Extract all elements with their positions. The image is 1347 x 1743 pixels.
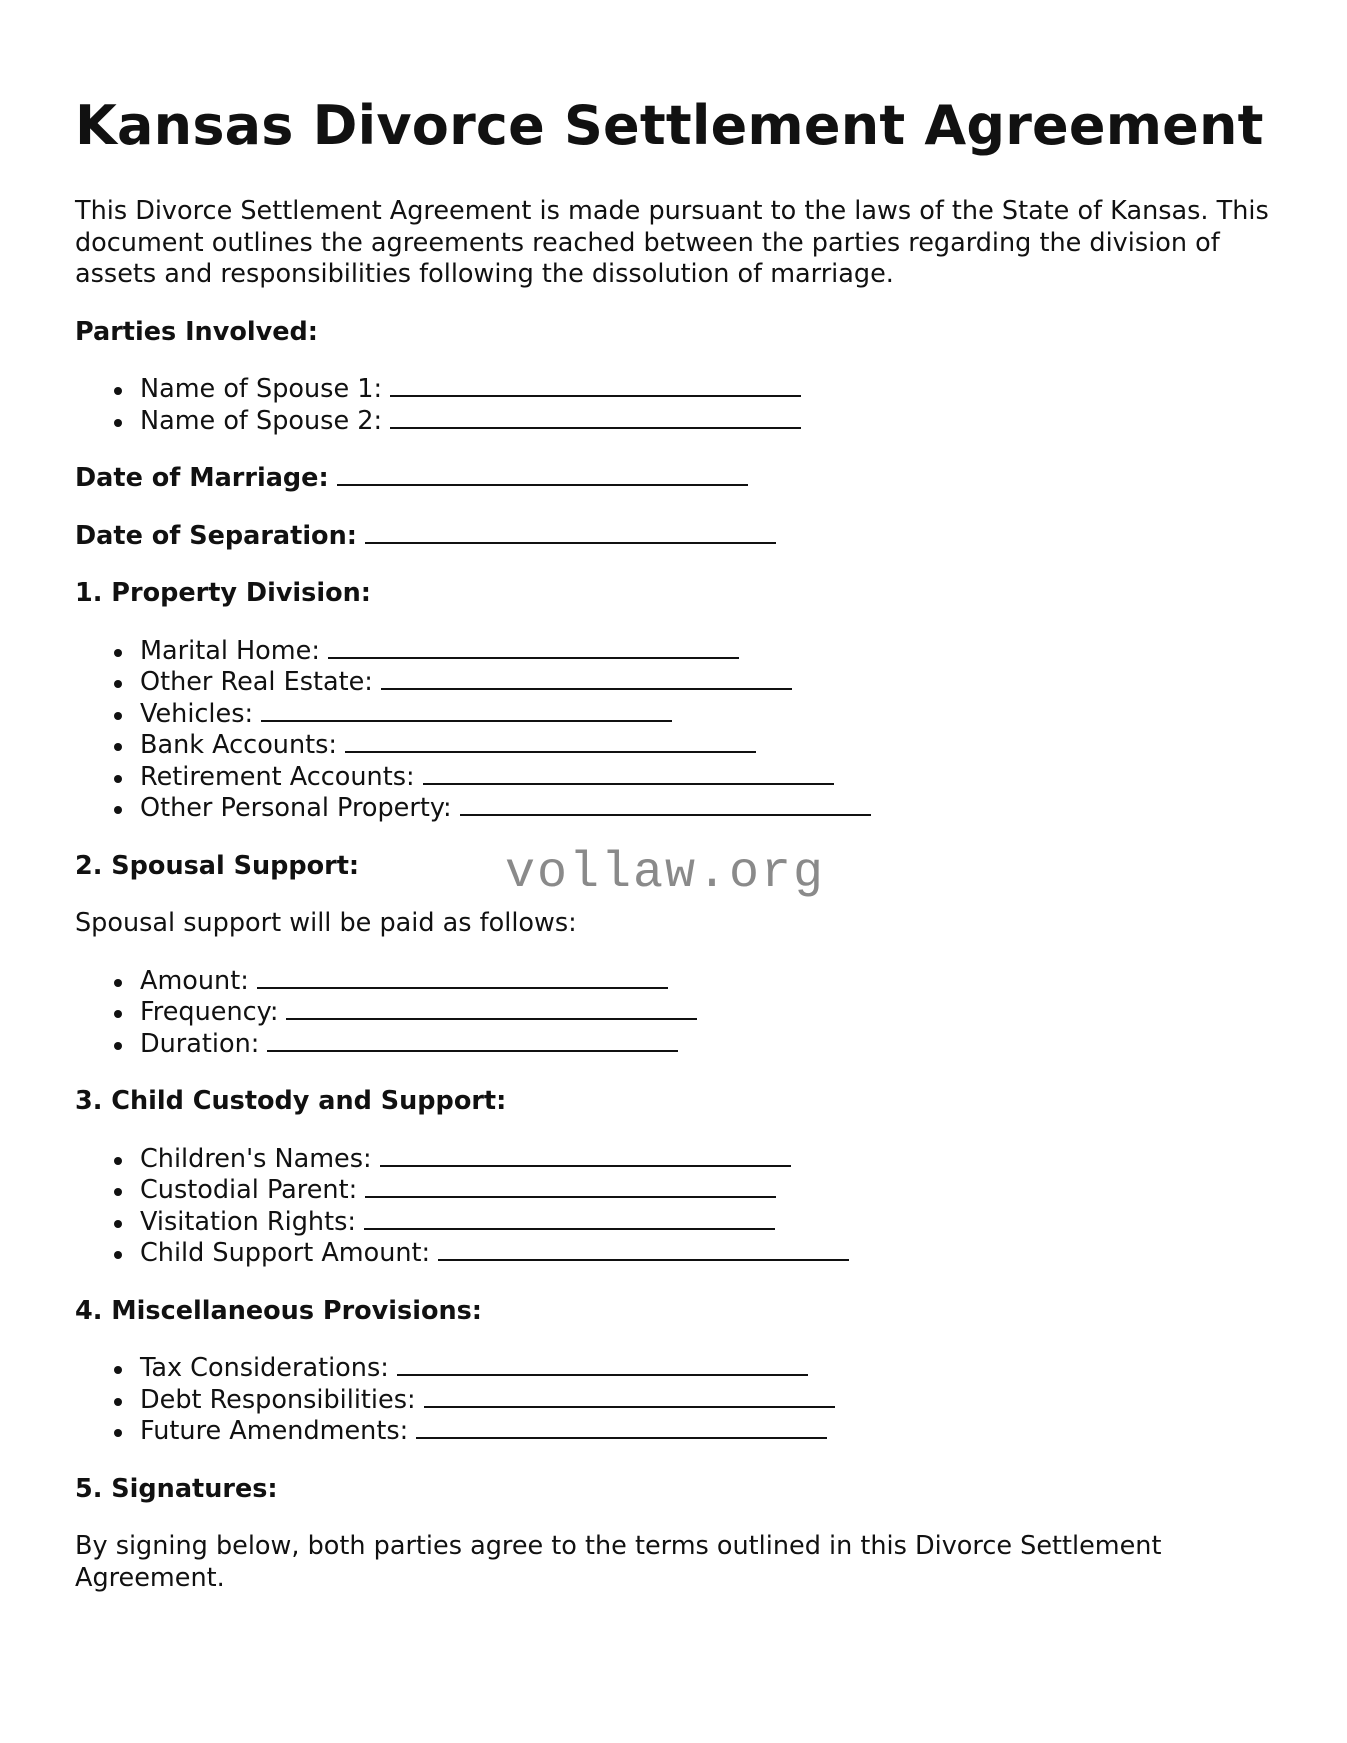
list-item [75, 1385, 1275, 1417]
fill-in-blank[interactable] [345, 731, 756, 753]
date-of-marriage-row [75, 463, 1275, 495]
field-label: Amount: [140, 965, 249, 996]
field-label: Children's Names: [140, 1143, 372, 1174]
signatures-heading: 5. Signatures: [75, 1473, 278, 1504]
list-item [75, 1238, 1275, 1270]
spousal-support-heading: 2. Spousal Support: [75, 850, 360, 881]
document-title: Kansas Divorce Settlement Agreement [75, 94, 1264, 157]
field-label: Duration: [140, 1028, 260, 1059]
field-label: Name of Spouse 1: [140, 374, 383, 404]
list-item [75, 374, 1275, 406]
list-item [75, 1353, 1275, 1385]
fill-in-blank[interactable] [460, 794, 871, 816]
list-item [75, 636, 1275, 668]
list-item [75, 1144, 1275, 1176]
field-label: Marital Home: [140, 635, 320, 666]
field-label: Retirement Accounts: [140, 761, 415, 792]
parties-list [75, 374, 1275, 437]
field-label: Other Personal Property: [140, 793, 452, 823]
field-label: Frequency: [140, 997, 279, 1027]
field-label: Bank Accounts: [140, 730, 337, 760]
watermark: vollaw.org [505, 845, 826, 902]
parties-heading: Parties Involved: [75, 316, 318, 347]
misc-provisions-list [75, 1353, 1275, 1448]
field-label: Child Support Amount: [140, 1238, 431, 1268]
fill-in-blank[interactable] [286, 998, 697, 1020]
spousal-support-text: Spousal support will be paid as follows: [75, 908, 577, 938]
child-custody-heading: 3. Child Custody and Support: [75, 1086, 507, 1116]
property-heading: 1. Property Division: [75, 578, 371, 608]
fill-in-blank[interactable] [337, 464, 748, 486]
fill-in-blank[interactable] [365, 1176, 776, 1198]
signatures-text: By signing below, both parties agree to the terms outlined in this Divorce Settlement Agreement. [75, 1531, 1162, 1593]
field-label: Vehicles: [140, 698, 254, 729]
list-item [75, 667, 1275, 699]
fill-in-blank[interactable] [261, 700, 672, 722]
list-item [75, 793, 1275, 825]
fill-in-blank[interactable] [416, 1417, 827, 1439]
field-label: Date of Separation: [75, 520, 357, 551]
field-label: Visitation Rights: [140, 1206, 356, 1237]
fill-in-blank[interactable] [381, 668, 792, 690]
fill-in-blank[interactable] [390, 407, 801, 429]
list-item [75, 730, 1275, 762]
intro-paragraph: This Divorce Settlement Agreement is made pursuant to the laws of the State of Kansas. This document outlines the agreements reached between the parties regarding the division of assets and responsibilities following the dissolution of marriage. [75, 196, 1269, 289]
fill-in-blank[interactable] [257, 967, 668, 989]
list-item [75, 762, 1275, 794]
list-item [75, 1175, 1275, 1207]
list-item [75, 966, 1275, 998]
fill-in-blank[interactable] [364, 1208, 775, 1230]
fill-in-blank[interactable] [267, 1030, 678, 1052]
fill-in-blank[interactable] [390, 375, 801, 397]
child-custody-list [75, 1144, 1275, 1270]
field-label: Debt Responsibilities: [140, 1384, 416, 1415]
list-item [75, 699, 1275, 731]
document-page [75, 0, 1275, 1594]
fill-in-blank[interactable] [397, 1354, 808, 1376]
list-item [75, 997, 1275, 1029]
fill-in-blank[interactable] [423, 763, 834, 785]
spousal-support-list [75, 966, 1275, 1061]
fill-in-blank[interactable] [380, 1145, 791, 1167]
field-label: Tax Considerations: [140, 1353, 389, 1383]
field-label: Future Amendments: [140, 1416, 409, 1446]
field-label: Other Real Estate: [140, 667, 373, 697]
list-item [75, 1416, 1275, 1448]
field-label: Name of Spouse 2: [140, 405, 383, 436]
list-item [75, 1029, 1275, 1061]
fill-in-blank[interactable] [365, 522, 776, 544]
list-item [75, 406, 1275, 438]
date-of-separation-row [75, 521, 1275, 553]
misc-provisions-heading: 4. Miscellaneous Provisions: [75, 1295, 482, 1326]
field-label: Date of Marriage: [75, 463, 329, 493]
property-list [75, 636, 1275, 825]
fill-in-blank[interactable] [424, 1386, 835, 1408]
list-item [75, 1207, 1275, 1239]
fill-in-blank[interactable] [328, 637, 739, 659]
fill-in-blank[interactable] [438, 1239, 849, 1261]
field-label: Custodial Parent: [140, 1175, 358, 1205]
